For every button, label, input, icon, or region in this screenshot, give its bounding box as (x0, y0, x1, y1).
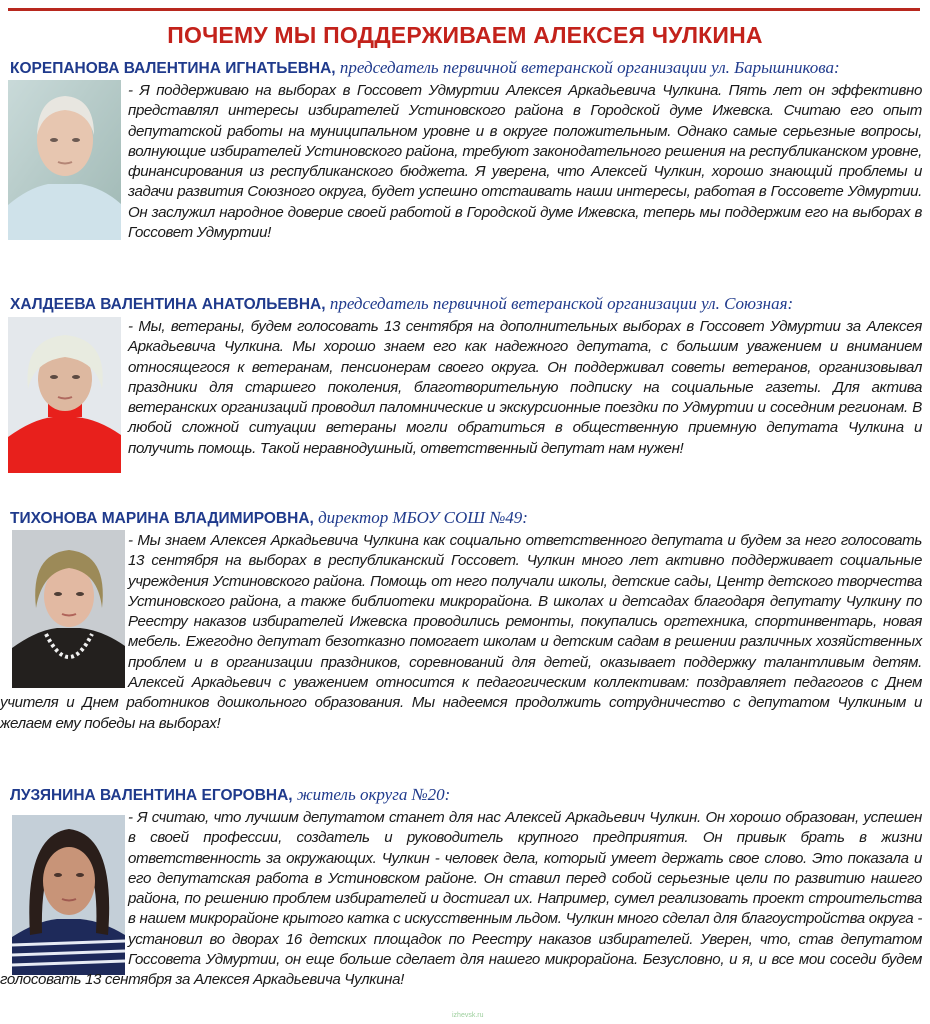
quote-text: - Я считаю, что лучшим депутатом станет для нас Алексей Аркадьевич Чулкин. Он хорошо образован, успешен в своей профессии, создатель и руководитель крупного предприятия. Он привык брать в жизни ответственность за окружающих. Чулкин - человек дела, который умеет держать свое слово. Это показала и его депутатская работа в Устиновском районе. Он ставил перед собой серьезные цели по развитию нашего района, по решению проблем избирателей и достигал их. Например, сумел реализовать проект строительства в нашем микрорайоне крытого катка с искусственным льдом. Чулкин много сделал для благоустройства округа - установил во дворах 16 детских площадок по Реестру наказов избирателей. Уверен, что, став депутатом Госсовета Удмуртии, он еще больше сделает для нашего микрорайона. Безусловно, и я, и все мои соседи будем голосовать 13 сентября за Алексея Аркадьевича Чулкина! (0, 809, 922, 989)
testimonial-quote (0, 531, 922, 734)
testimonial-quote (0, 808, 922, 991)
testimonial-heading (10, 785, 450, 806)
testimonial-quote (0, 317, 922, 477)
watermark: izhevsk.ru (452, 1012, 484, 1019)
person-role: председатель первичной ветеранской организации ул. Барышникова: (335, 58, 840, 77)
testimonial-heading (10, 58, 840, 79)
testimonial-heading (10, 294, 793, 315)
person-role: директор МБОУ СОШ №49: (313, 508, 528, 527)
person-name: ЛУЗЯНИНА ВАЛЕНТИНА ЕГОРОВНА, (10, 787, 293, 804)
quote-text: - Мы, ветераны, будем голосовать 13 сентября на дополнительных выборах в Госсовет Удмуртии за Алексея Аркадьевича Чулкина. Мы хорошо знаем его как надежного депутата, с большим уважением и вниманием относящегося к ветеранам, пенсионерам своего округа. Он поддерживал советы ветеранов, организовывал праздники для старшего поколения, благотворительную подписку на социальные газеты. Для актива ветеранских организаций проводил паломнические и экскурсионные поездки по Удмуртии и соседним регионам. В любой сложной ситуации ветераны могли обратиться в общественную приемную депутата Чулкина и получить помощь. Такой неравнодушный, ответственный депутат нам нужен! (128, 318, 922, 457)
page-title: ПОЧЕМУ МЫ ПОДДЕРЖИВАЕМ АЛЕКСЕЯ ЧУЛКИНА (167, 22, 763, 48)
person-name: ХАЛДЕЕВА ВАЛЕНТИНА АНАТОЛЬЕВНА, (10, 296, 326, 313)
testimonial-heading (10, 508, 528, 529)
person-role: житель округа №20: (292, 785, 451, 804)
quote-text: - Мы знаем Алексея Аркадьевича Чулкина как социально ответственного депутата и будем за него голосовать 13 сентября на выборах в республиканский Госсовет. Чулкин много лет активно поддерживает социальные учреждения Устиновского района. Помощь от него получали школы, детские сады, Центр детского творчества Устиновского района, а также библиотеки микрорайона. В школах и детсадах благодаря депутату Чулкину по Реестру наказов избирателей Ижевска проводились ремонты, покупались оргтехника, спортинвентарь, новая мебель. Ежегодно депутат безотказно помогает школам и детским садам в решении различных хозяйственных проблем и в организации праздников, соревнований для детей, оказывает поддержку талантливым детям. Алексей Аркадьевич с уважением относится к педагогическим коллективам: поздравляет педагогов с Днем учителя и Днем работников дошкольного образования. Мы надеемся продолжить сотрудничество с депутатом Чулкиным и желаем ему победы на выборах! (0, 532, 922, 732)
quote-text: - Я поддерживаю на выборах в Госсовет Удмуртии Алексея Аркадьевича Чулкина. Пять лет он эффективно представлял интересы избирателей Устиновского района в Городской думе Ижевска. Считаю его опыт депутатской работы на муниципальном уровне и в округе положительным. Однако самые серьезные вопросы, волнующие избирателей Устиновского района, требуют законодательного решения на республиканском уровне, финансирования из республиканского бюджета. Я уверена, что Алексей Чулкин, хорошо знающий проблемы и задачи развития Союзного округа, будет успешно отстаивать наши интересы, работая в Госсовете Удмуртии. Он заслужил народное доверие своей работой в Городской думе Ижевска, теперь мы поддержим его на выборах в Госсовет Удмуртии! (128, 82, 922, 242)
person-role: председатель первичной ветеранской организации ул. Союзная: (325, 294, 794, 313)
person-name: КОРЕПАНОВА ВАЛЕНТИНА ИГНАТЬЕВНА, (10, 60, 336, 77)
testimonial-quote (0, 81, 922, 256)
person-name: ТИХОНОВА МАРИНА ВЛАДИМИРОВНА, (10, 510, 314, 527)
top-rule (8, 8, 920, 11)
